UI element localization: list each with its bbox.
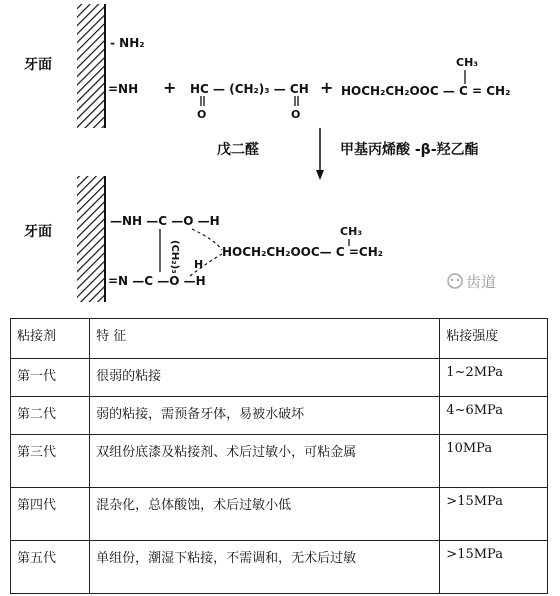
- cell-strength: 1~2MPa: [440, 359, 548, 397]
- header-adhesive: 粘接剂: [11, 319, 90, 359]
- tooth-surface-label-bottom: 牙面: [24, 224, 52, 240]
- svg-text:HC — (CH₂)₃ — CH: HC — (CH₂)₃ — CH: [190, 82, 309, 96]
- product-structure: [108, 214, 383, 288]
- cell-generation: 第五代: [11, 541, 90, 594]
- svg-text:(CH₂)₃: (CH₂)₃: [169, 240, 180, 274]
- cell-generation: 第三代: [11, 435, 90, 488]
- svg-text:O: O: [291, 108, 301, 121]
- watermark-logo: [448, 273, 496, 291]
- cell-generation: 第四代: [11, 488, 90, 541]
- svg-text:H: H: [194, 258, 204, 271]
- table-row: [11, 488, 548, 541]
- imino-group: =NH: [108, 82, 139, 96]
- svg-text:CH₃: CH₃: [340, 225, 363, 238]
- tooth-surface-hatch-bottom: [77, 176, 105, 302]
- svg-text:HOCH₂CH₂OOC— C =CH₂: HOCH₂CH₂OOC— C =CH₂: [222, 245, 383, 259]
- table-row: [11, 359, 548, 397]
- hema-structure: [341, 56, 510, 98]
- cell-feature: 混杂化，总体酸蚀，术后过敏小低: [90, 488, 440, 541]
- cell-feature: 弱的粘接，需预备牙体，易被水破坏: [90, 397, 440, 435]
- adhesive-generations-table: [10, 318, 548, 594]
- cell-feature: 双组份底漆及粘接剂、术后过敏小，可粘金属: [90, 435, 440, 488]
- tooth-surface-label-top: 牙面: [24, 57, 52, 73]
- header-bond-strength: 粘接强度: [440, 319, 548, 359]
- cell-feature: 单组份，潮湿下粘接，不需调和，无术后过敏: [90, 541, 440, 594]
- cell-feature: 很弱的粘接: [90, 359, 440, 397]
- svg-text:O: O: [197, 108, 207, 121]
- cell-strength: 10MPa: [440, 435, 548, 488]
- cell-strength: >15MPa: [440, 541, 548, 594]
- table-row: [11, 541, 548, 594]
- cell-strength: >15MPa: [440, 488, 548, 541]
- svg-text:CH₃: CH₃: [456, 56, 479, 69]
- table-row: [11, 435, 548, 488]
- svg-text:=N —C —O —H: =N —C —O —H: [108, 274, 206, 288]
- table-header-row: [11, 319, 548, 359]
- tooth-surface-hatch-top: [77, 4, 105, 128]
- svg-text:—NH —C —O —H: —NH —C —O —H: [110, 214, 220, 228]
- cell-generation: 第一代: [11, 359, 90, 397]
- amino-group: - NH₂: [110, 36, 145, 50]
- reaction-arrow: [316, 128, 324, 180]
- plus-sign-2: +: [320, 78, 334, 97]
- table-row: [11, 397, 548, 435]
- header-features: 特 征: [90, 319, 440, 359]
- watermark-text: 齿道: [466, 273, 497, 291]
- cell-strength: 4~6MPa: [440, 397, 548, 435]
- plus-sign-1: +: [163, 78, 177, 97]
- glutaraldehyde-name: 戊二醛: [217, 142, 259, 158]
- cell-generation: 第二代: [11, 397, 90, 435]
- glutaraldehyde-structure: [190, 82, 309, 121]
- hema-name: 甲基丙烯酸 -β-羟乙酯: [340, 142, 479, 158]
- svg-text:HOCH₂CH₂OOC — C = CH₂: HOCH₂CH₂OOC — C = CH₂: [341, 84, 511, 98]
